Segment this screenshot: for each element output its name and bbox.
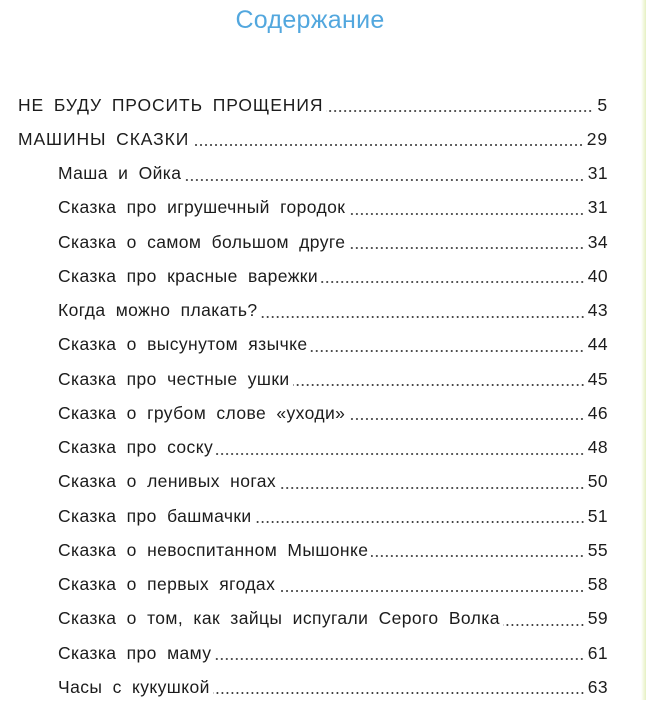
- toc-entry-page: 48: [587, 437, 608, 458]
- toc-entry-page: 59: [587, 608, 608, 629]
- toc-entry[interactable]: [18, 225, 608, 259]
- dot-leader: [348, 213, 584, 215]
- page-edge-tint: [641, 0, 646, 700]
- toc-entry-title: Сказка о самом большом друге: [58, 231, 346, 252]
- toc-entry[interactable]: [18, 328, 608, 362]
- toc-entry-title: Сказка про игрушечный городок: [58, 197, 346, 218]
- toc-entry-page: 29: [586, 128, 608, 149]
- toc-entry-page: 63: [587, 676, 608, 697]
- toc-entry[interactable]: [18, 431, 608, 465]
- toc-entry-title: Сказка о высунутом язычке: [58, 334, 308, 355]
- toc-entry[interactable]: [18, 259, 608, 293]
- toc-entry-title: Часы с кукушкой: [58, 676, 210, 697]
- toc-entry-page: 44: [587, 334, 608, 355]
- toc-entry-title: Сказка про соску: [58, 437, 214, 458]
- dot-leader: [371, 555, 584, 557]
- toc-entry-page: 43: [587, 300, 608, 321]
- table-of-contents: [18, 88, 608, 705]
- dot-leader: [184, 179, 584, 181]
- toc-entry-page: 40: [587, 265, 608, 286]
- dot-leader: [216, 453, 585, 455]
- toc-entry-title: Сказка о том, как зайцы испугали Серого Волка: [58, 608, 500, 629]
- toc-entry-page: 34: [587, 231, 608, 252]
- toc-entry-title: Сказка о грубом слове «уходи»: [58, 402, 346, 423]
- dot-leader: [192, 144, 584, 146]
- toc-entry[interactable]: [18, 465, 608, 499]
- toc-entry[interactable]: [18, 533, 608, 567]
- toc-entry-title: Когда можно плакать?: [58, 300, 258, 321]
- toc-entry[interactable]: [18, 362, 608, 396]
- dot-leader: [503, 624, 585, 626]
- toc-entry[interactable]: [18, 568, 608, 602]
- dot-leader: [293, 384, 585, 386]
- toc-entry[interactable]: [18, 88, 608, 122]
- dot-leader: [279, 487, 585, 489]
- toc-entry-page: 5: [597, 94, 608, 115]
- toc-entry-title: Сказка про красные варежки: [58, 265, 319, 286]
- toc-entry-title: НЕ БУДУ ПРОСИТЬ ПРОЩЕНИЯ: [18, 94, 324, 115]
- toc-entry[interactable]: [18, 294, 608, 328]
- toc-entry[interactable]: [18, 670, 608, 704]
- toc-entry-title: Сказка о первых ягодах: [58, 574, 276, 595]
- toc-entry-title: Маша и Ойка: [58, 163, 182, 184]
- toc-entry-title: Сказка о ленивых ногах: [58, 471, 277, 492]
- toc-entry[interactable]: [18, 636, 608, 670]
- dot-leader: [321, 281, 585, 283]
- page-title: Содержание: [235, 6, 385, 34]
- toc-entry[interactable]: [18, 191, 608, 225]
- dot-leader: [255, 521, 585, 523]
- toc-entry[interactable]: [18, 122, 608, 156]
- toc-entry-title: Сказка о невоспитанном Мышонке: [58, 539, 369, 560]
- dot-leader: [348, 418, 584, 420]
- toc-entry-title: Сказка про честные ушки: [58, 368, 290, 389]
- dot-leader: [261, 316, 585, 318]
- dot-leader: [213, 692, 585, 694]
- dot-leader: [278, 590, 585, 592]
- toc-entry-page: 45: [587, 368, 608, 389]
- toc-entry[interactable]: [18, 157, 608, 191]
- toc-entry-page: 31: [587, 197, 608, 218]
- toc-entry-page: 50: [587, 471, 608, 492]
- toc-entry-page: 31: [587, 163, 608, 184]
- toc-entry-page: 51: [587, 505, 608, 526]
- toc-entry[interactable]: [18, 499, 608, 533]
- dot-leader: [348, 247, 584, 249]
- toc-entry[interactable]: [18, 602, 608, 636]
- dot-leader: [214, 658, 584, 660]
- toc-entry-title: МАШИНЫ СКАЗКИ: [18, 128, 190, 149]
- dot-leader: [326, 110, 593, 112]
- toc-entry-page: 55: [587, 539, 608, 560]
- toc-entry-page: 46: [587, 402, 608, 423]
- dot-leader: [310, 350, 584, 352]
- toc-entry-page: 58: [587, 574, 608, 595]
- toc-entry-title: Сказка про маму: [58, 642, 212, 663]
- toc-entry-title: Сказка про башмачки: [58, 505, 252, 526]
- toc-entry-page: 61: [587, 642, 608, 663]
- toc-entry[interactable]: [18, 396, 608, 430]
